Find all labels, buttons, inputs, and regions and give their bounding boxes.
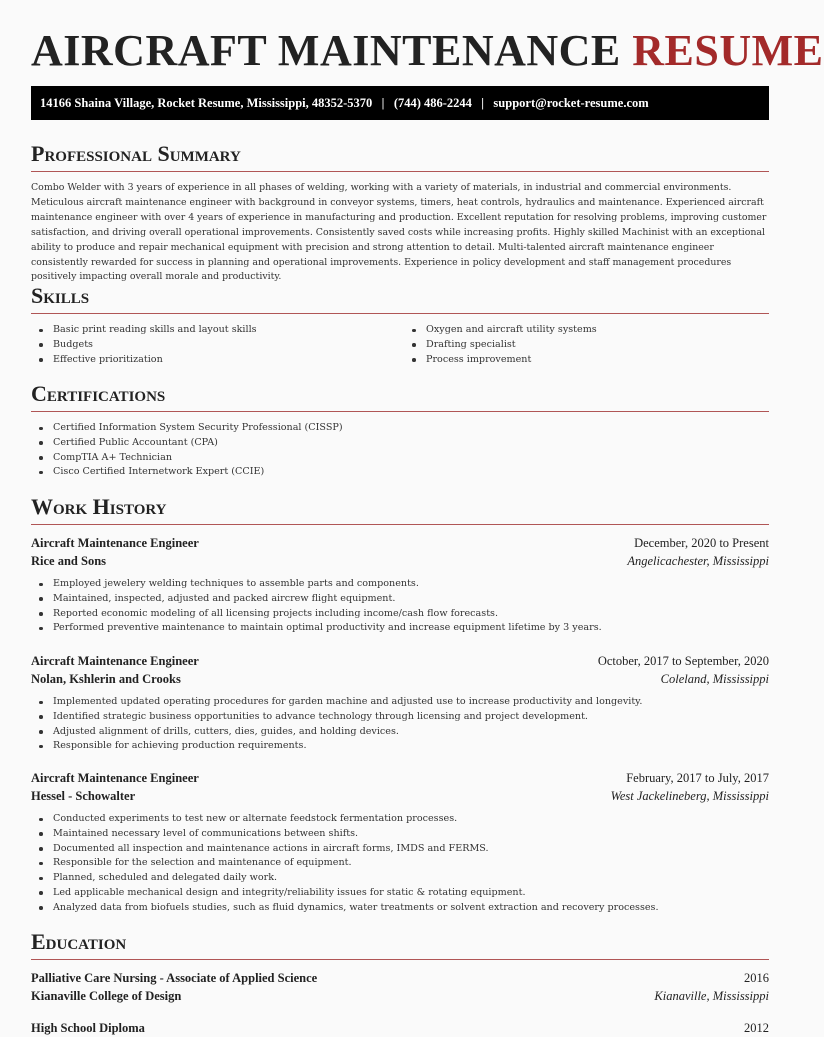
list-item: Identified strategic business opportunities to advance technology through licensing and project development. xyxy=(31,710,642,725)
list-item: Led applicable mechanical design and integrity/reliability issues for static & rotating equipment. xyxy=(31,886,659,901)
education-degree-row xyxy=(31,969,769,987)
title-main: AIRCRAFT MAINTENANCE xyxy=(31,26,621,75)
education-year: 2016 xyxy=(744,971,769,985)
job-bullets xyxy=(31,812,659,916)
job-title: Aircraft Maintenance Engineer xyxy=(31,654,199,668)
job-location: Angelicachester, Mississippi xyxy=(627,554,769,568)
list-item: Oxygen and aircraft utility systems xyxy=(404,323,597,338)
skills-heading: Skills xyxy=(31,283,769,314)
job-bullets xyxy=(31,577,602,636)
job-company: Hessel - Schowalter xyxy=(31,789,136,803)
list-item: Effective prioritization xyxy=(31,353,257,368)
list-item: Reported economic modeling of all licensing projects including income/cash flow forecasts. xyxy=(31,607,602,622)
list-item: Process improvement xyxy=(404,353,597,368)
list-item: Basic print reading skills and layout skills xyxy=(31,323,257,338)
job-location: West Jackelineberg, Mississippi xyxy=(610,789,769,803)
job-company-row xyxy=(31,552,769,570)
education-school-row xyxy=(31,987,769,1005)
job-company: Nolan, Kshlerin and Crooks xyxy=(31,672,181,686)
education-degree: High School Diploma xyxy=(31,1021,145,1035)
list-item: CompTIA A+ Technician xyxy=(31,451,343,466)
education-heading: Education xyxy=(31,929,769,960)
list-item: Cisco Certified Internetwork Expert (CCIE) xyxy=(31,465,343,480)
education-degree-row xyxy=(31,1019,769,1037)
skills-list-left xyxy=(31,323,257,367)
list-item: Conducted experiments to test new or alternate feedstock fermentation processes. xyxy=(31,812,659,827)
list-item: Budgets xyxy=(31,338,257,353)
job-title: Aircraft Maintenance Engineer xyxy=(31,536,199,550)
job-title-row xyxy=(31,652,769,670)
job-bullets xyxy=(31,695,642,754)
list-item: Responsible for the selection and maintenance of equipment. xyxy=(31,856,659,871)
list-item: Planned, scheduled and delegated daily work. xyxy=(31,871,659,886)
list-item: Documented all inspection and maintenance actions in aircraft forms, IMDS and FERMS. xyxy=(31,842,659,857)
education-degree: Palliative Care Nursing - Associate of Applied Science xyxy=(31,971,318,985)
resume-title xyxy=(31,26,824,76)
list-item: Certified Information System Security Professional (CISSP) xyxy=(31,421,343,436)
list-item: Maintained necessary level of communications between shifts. xyxy=(31,827,659,842)
education-location: Kianaville, Mississippi xyxy=(654,989,769,1003)
list-item: Performed preventive maintenance to maintain optimal productivity and increase equipment lifetime by 3 years. xyxy=(31,621,602,636)
list-item: Adjusted alignment of drills, cutters, dies, guides, and holding devices. xyxy=(31,725,642,740)
job-dates: February, 2017 to July, 2017 xyxy=(626,771,769,785)
job-location: Coleland, Mississippi xyxy=(660,672,769,686)
education-school: Kianaville College of Design xyxy=(31,989,182,1003)
summary-text: Combo Welder with 3 years of experience in all phases of welding, working with a variety of materials, in industrial and commercial environments. Meticulous aircraft maintenance engineer with background in conveyor systems, timers, heat controls, hydraulics and maintenance. Experienced aircraft maintenance engineer with over 4 years of experience in manufacturing and production. Excellent reputation for resolving problems, improving customer satisfaction, and driving overall operational improvements. Consistently saved costs while increasing profits. Highly skilled Machinist with an exceptional ability to produce and repair mechanical equipment with precision and strong attention to detail. Multi-talented aircraft maintenance engineer consistently rewarded for success in planning and operational improvements. Experience in policy development and staff management procedures positively impacting overall morale and productivity. xyxy=(31,182,767,283)
contact-bar: 14166 Shaina Village, Rocket Resume, Mississippi, 48352-5370 | (744) 486-2244 | support@rocket-resume.com xyxy=(31,86,769,120)
list-item: Drafting specialist xyxy=(404,338,597,353)
certifications-list xyxy=(31,421,343,480)
list-item: Certified Public Accountant (CPA) xyxy=(31,436,343,451)
job-company-row xyxy=(31,787,769,805)
job-title: Aircraft Maintenance Engineer xyxy=(31,771,199,785)
work-heading: Work History xyxy=(31,494,769,525)
job-company-row xyxy=(31,670,769,688)
job-company: Rice and Sons xyxy=(31,554,107,568)
skills-list-right xyxy=(404,323,597,367)
summary-heading: Professional Summary xyxy=(31,141,769,172)
job-dates: October, 2017 to September, 2020 xyxy=(597,654,769,668)
list-item: Implemented updated operating procedures for garden machine and adjusted use to increase productivity and longevity. xyxy=(31,695,642,710)
list-item: Responsible for achieving production requirements. xyxy=(31,739,642,754)
job-title-row xyxy=(31,534,769,552)
certifications-heading: Certifications xyxy=(31,381,769,412)
job-dates: December, 2020 to Present xyxy=(634,536,769,550)
title-accent: RESUME xyxy=(632,26,824,75)
list-item: Analyzed data from biofuels studies, such as fluid dynamics, water treatments or solvent extraction and recovery processes. xyxy=(31,901,659,916)
job-title-row xyxy=(31,769,769,787)
education-year: 2012 xyxy=(744,1021,769,1035)
list-item: Employed jewelery welding techniques to assemble parts and components. xyxy=(31,577,602,592)
list-item: Maintained, inspected, adjusted and packed aircrew flight equipment. xyxy=(31,592,602,607)
